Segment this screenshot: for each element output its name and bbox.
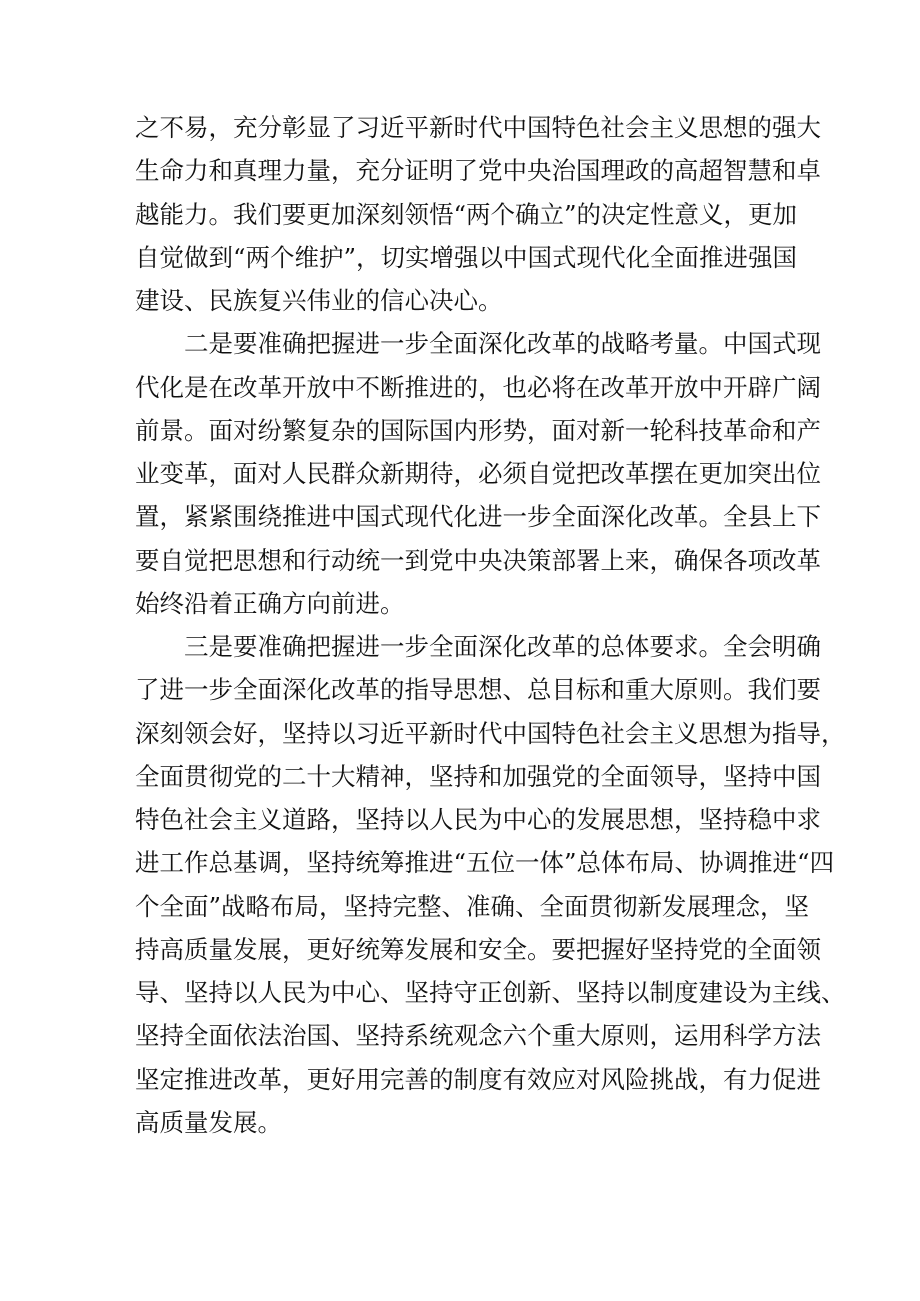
- text-line: 个全面”战略布局，坚持完整、准确、全面贯彻新发展理念，坚: [135, 891, 810, 921]
- text-line: 始终沿着正确方向前进。: [135, 588, 405, 618]
- text-line: 坚定推进改革，更好用完善的制度有效应对风险挑战，有力促进: [135, 1064, 821, 1094]
- text-line: 持高质量发展，更好统筹发展和安全。要把握好坚持党的全面领: [135, 934, 821, 964]
- text-line: 自觉做到“两个维护”，切实增强以中国式现代化全面推进强国: [135, 242, 798, 272]
- text-line: 前景。面对纷繁复杂的国际国内形势，面对新一轮科技革命和产: [135, 415, 821, 445]
- paragraph: [135, 625, 846, 1144]
- text-line: 导、坚持以人民为中心、坚持守正创新、坚持以制度建设为主线、: [135, 978, 846, 1007]
- text-line: 深刻领会好，坚持以习近平新时代中国特色社会主义思想为指导，: [135, 718, 846, 748]
- text-line: 二是要准确把握进一步全面深化改革的战略考量。中国式现: [184, 329, 821, 359]
- paragraph: [135, 322, 821, 625]
- text-line: 全面贯彻党的二十大精神，坚持和加强党的全面领导，坚持中国: [135, 761, 821, 791]
- text-line: 了进一步全面深化改革的指导思想、总目标和重大原则。我们要: [135, 675, 821, 705]
- text-line: 越能力。我们要更加深刻领悟“两个确立”的决定性意义，更加: [135, 199, 798, 229]
- text-line: 代化是在改革开放中不断推进的，也必将在改革开放中开辟广阔: [135, 372, 821, 402]
- text-line: 三是要准确把握进一步全面深化改革的总体要求。全会明确: [184, 632, 821, 661]
- text-line: 之不易，充分彰显了习近平新时代中国特色社会主义思想的强大: [135, 113, 821, 142]
- text-line: 置，紧紧围绕推进中国式现代化进一步全面深化改革。全县上下: [135, 502, 821, 532]
- paragraph: [135, 106, 821, 322]
- text-line: 建设、民族复兴伟业的信心决心。: [135, 286, 503, 315]
- text-line: 生命力和真理力量，充分证明了党中央治国理政的高超智慧和卓: [135, 156, 821, 186]
- body-text: [135, 106, 846, 1144]
- text-line: 进工作总基调，坚持统筹推进“五位一体”总体布局、协调推进“四: [135, 848, 835, 878]
- text-line: 要自觉把思想和行动统一到党中央决策部署上来，确保各项改革: [135, 545, 821, 575]
- text-line: 业变革，面对人民群众新期待，必须自觉把改革摆在更加突出位: [135, 459, 821, 488]
- text-line: 坚持全面依法治国、坚持系统观念六个重大原则，运用科学方法: [135, 1021, 821, 1051]
- text-line: 高质量发展。: [135, 1107, 282, 1137]
- text-line: 特色社会主义道路，坚持以人民为中心的发展思想，坚持稳中求: [135, 805, 821, 834]
